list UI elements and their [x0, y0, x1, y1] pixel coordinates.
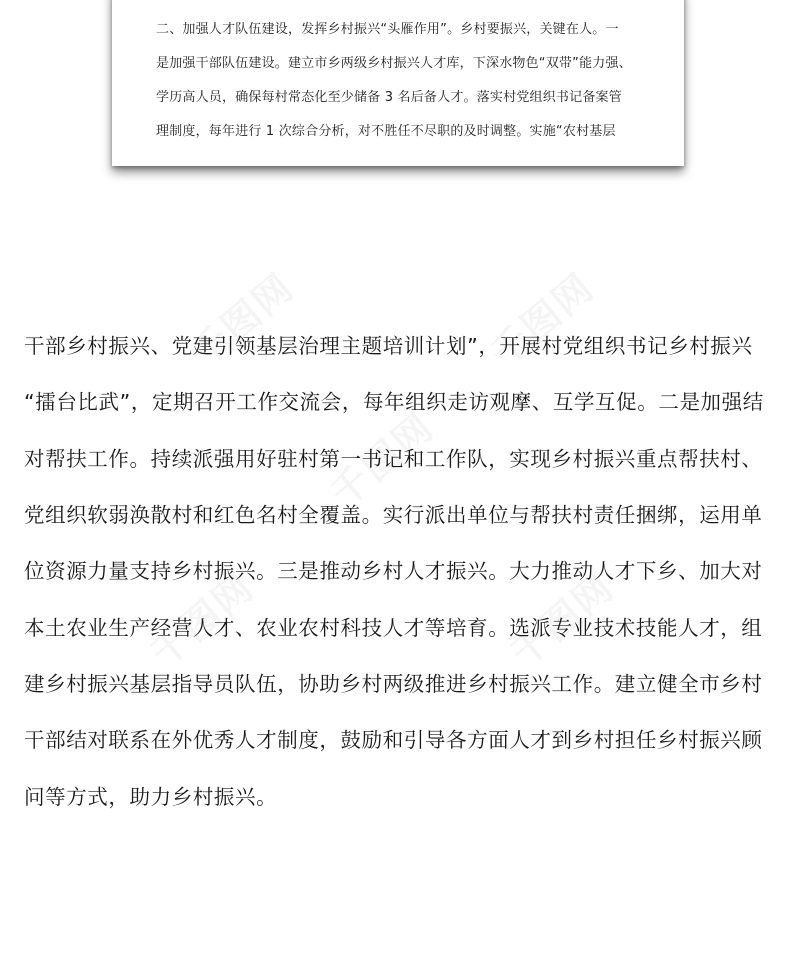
body-line-8: 干部结对联系在外优秀人才制度，鼓励和引导各方面人才到乡村担任乡村振兴顾 — [24, 728, 763, 752]
preview-line-5: 理制度，每年进行 1 次综合分析，对不胜任不尽职的及时调整。实施“农村基层 — [156, 124, 616, 139]
page-preview — [112, 0, 684, 166]
body-line-9: 问等方式，助力乡村振兴。 — [24, 785, 278, 809]
preview-line-4: 学历高人员，确保每村常态化至少储备 3 名后备人才。落实村党组织书记备案管 — [156, 90, 622, 105]
body-line-5: 位资源力量支持乡村振兴。三是推动乡村人才振兴。大力推动人才下乡、加大对 — [24, 559, 763, 583]
body-line-7: 建乡村振兴基层指导员队伍，协助乡村两级推进乡村振兴工作。建立健全市乡村 — [24, 672, 763, 696]
body-line-6: 本土农业生产经营人才、农业农村科技人才等培育。选派专业技术技能人才，组 — [24, 616, 763, 640]
preview-line-2: 二、加强人才队伍建设，发挥乡村振兴“头雁作用”。乡村要振兴，关键在人。一 — [156, 22, 619, 37]
preview-line-3: 是加强干部队伍建设。建立市乡两级乡村振兴人才库，下深水物色“双带”能力强、 — [156, 56, 632, 71]
preview-line-1 — [156, 0, 656, 3]
body-line-1: 干部乡村振兴、党建引领基层治理主题培训计划”，开展村党组织书记乡村振兴 — [24, 334, 753, 358]
body-line-2: “擂台比武”，定期召开工作交流会，每年组织走访观摩、互学互促。二是加强结 — [24, 390, 764, 414]
body-line-3: 对帮扶工作。持续派强用好驻村第一书记和工作队，实现乡村振兴重点帮扶村、 — [24, 447, 763, 471]
body-line-4: 党组织软弱涣散村和红色名村全覆盖。实行派出单位与帮扶村责任捆绑，运用单 — [24, 503, 763, 527]
